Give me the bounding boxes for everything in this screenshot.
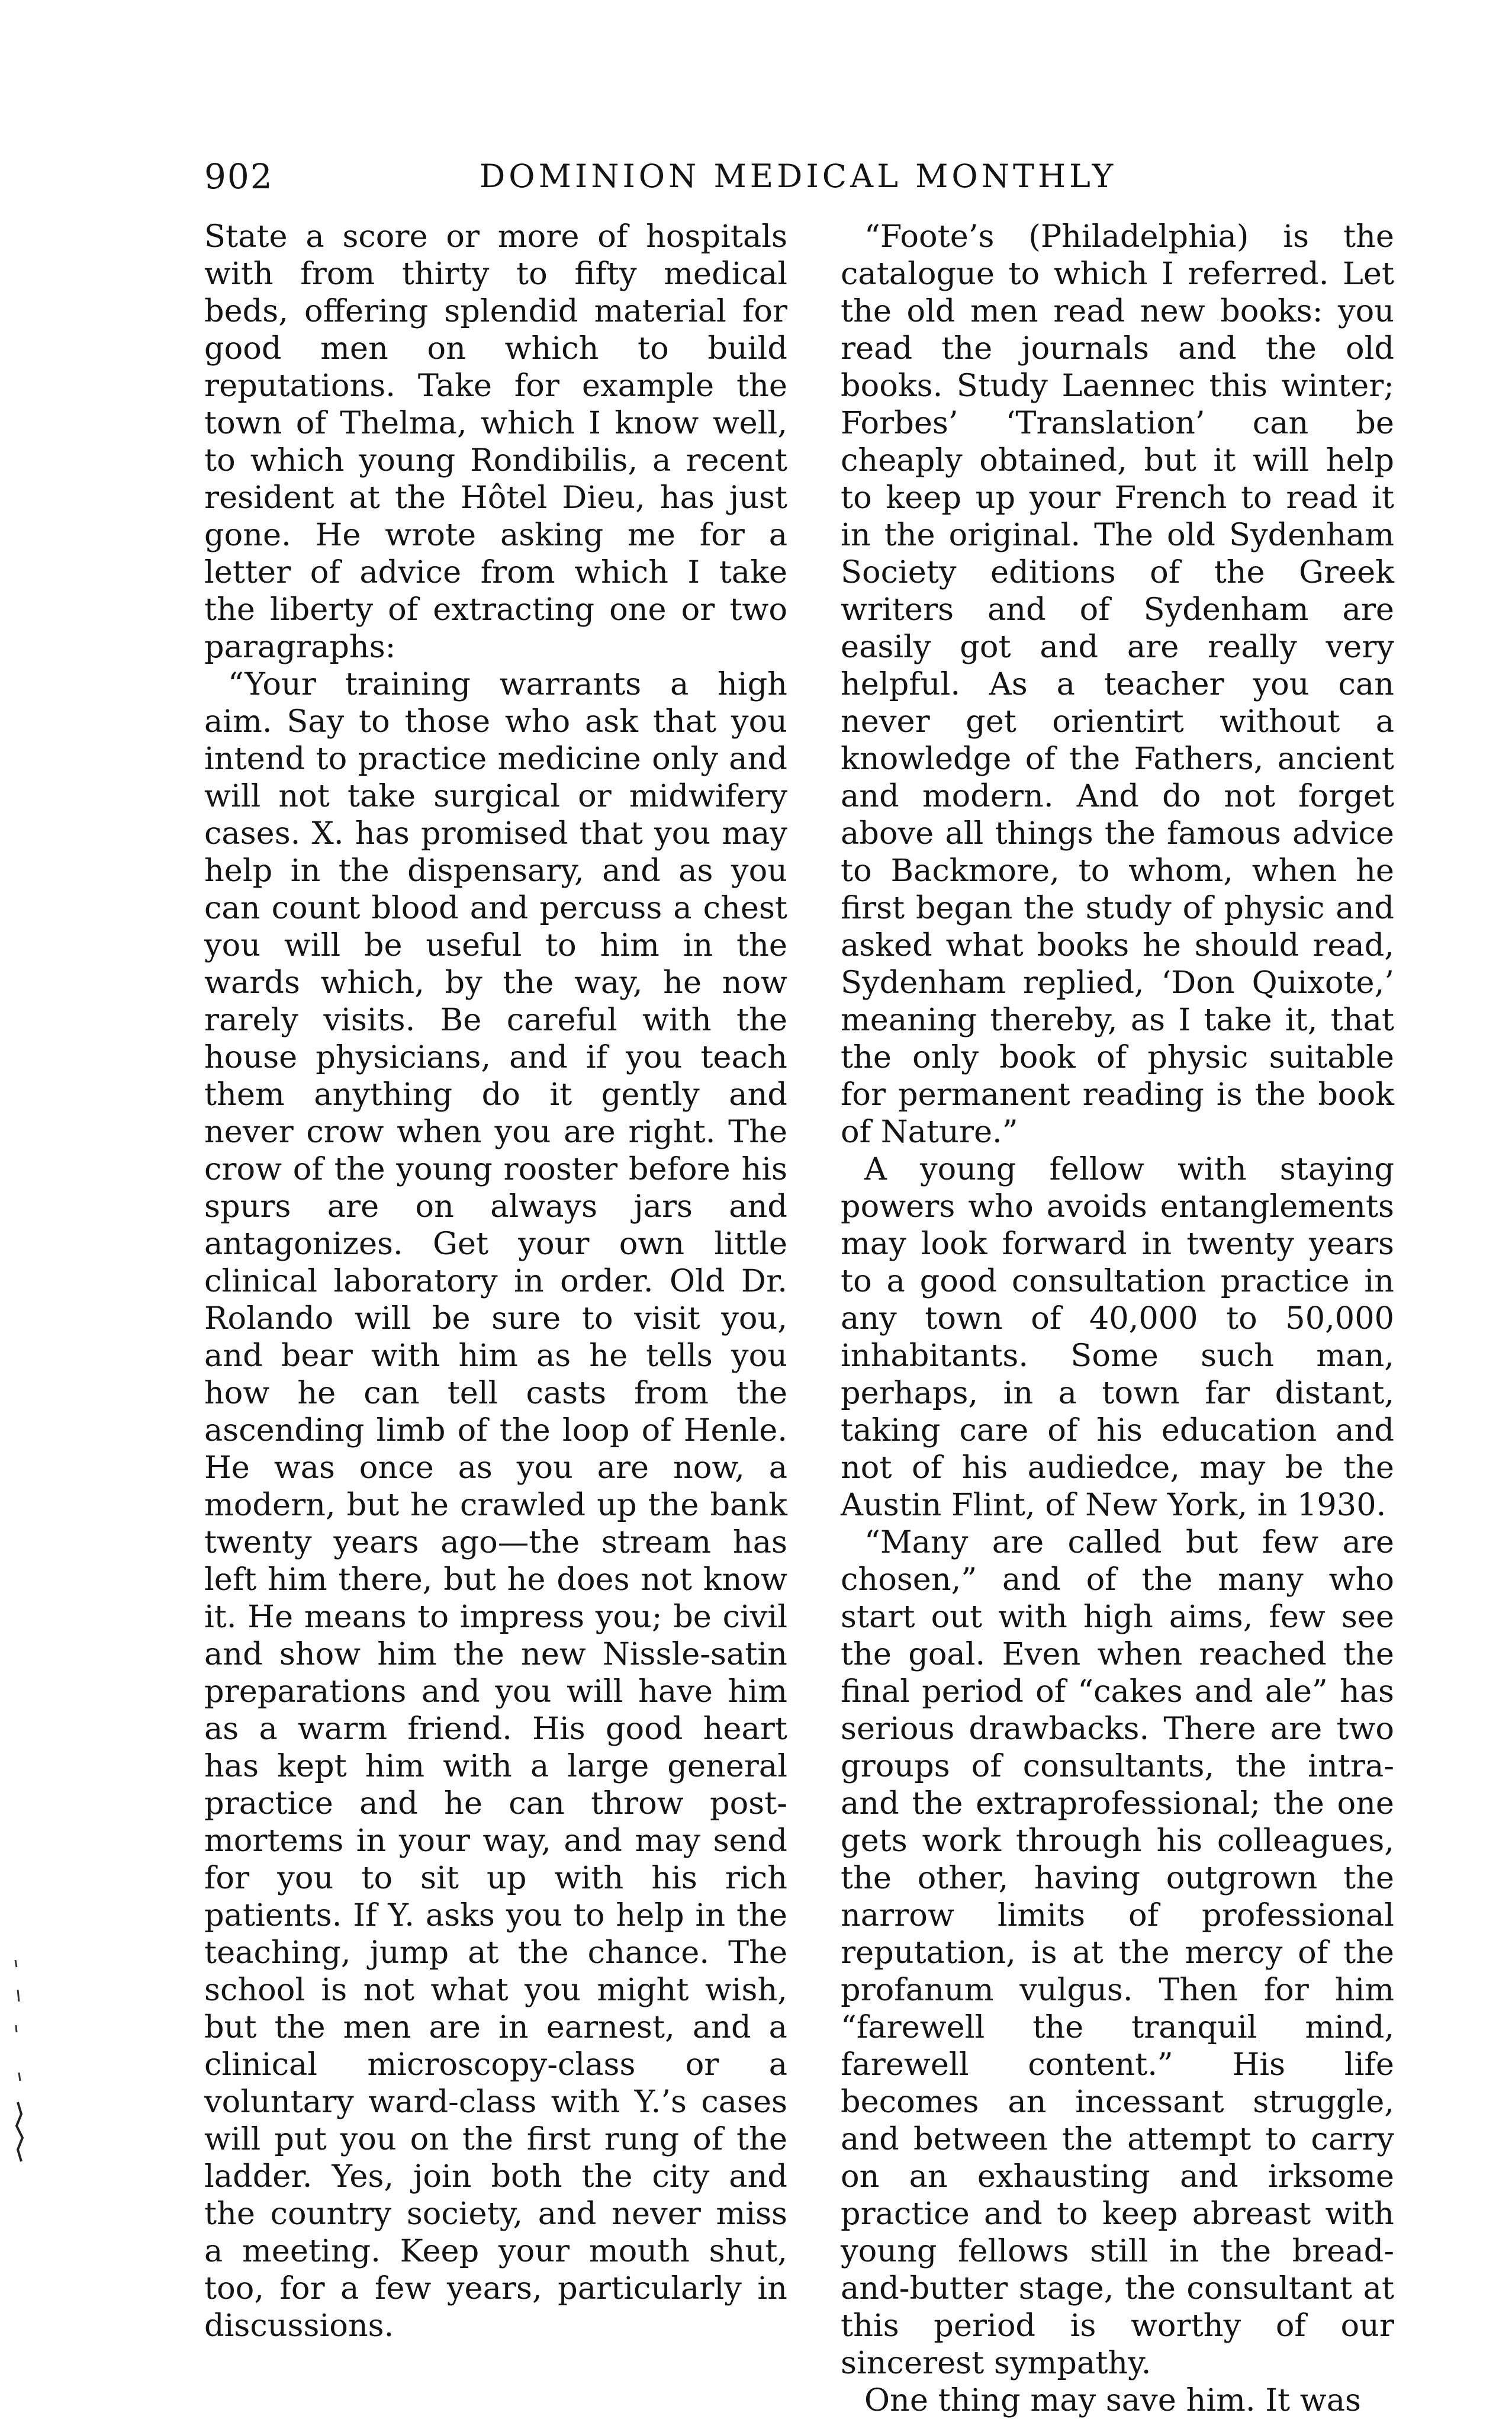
right-column [841, 218, 1394, 2419]
running-head [0, 153, 1512, 200]
margin-scan-marks [7, 1954, 31, 2179]
left-column [204, 218, 787, 2344]
paragraph: One thing may save him. It was [864, 2382, 1361, 2418]
paragraph: “Foote’s (Philadelphia) is the catalogue to which I referred. Let the old men read new books: you read the journals and the old books. Study Laennec this winter; Forbes’ ‘Translation’ can be cheaply obtained, but it will help to keep up your French to read it in the original. The old Sydenham Society editions of the Greek writers and of Sydenham are easily got and are really very helpful. As a teacher you can never get orientirt without a knowledge of the Fathers, ancient and modern. And do not forget above all things the famous advice to Backmore, to whom, when he first began the study of physic and asked what books he should read, Sydenham replied, ‘Don Quixote,’ meaning thereby, as I take it, that the only book of physic suitable for permanent reading is the book of Nature.” [841, 219, 1394, 1150]
paragraph: State a score or more of hospitals with from thirty to fifty medical beds, offering splendid material for good men on which to build reputations. Take for example the town of Thelma, which I know well, to which young Rondibilis, a recent resident at the Hôtel Dieu, has just gone. He wrote asking me for a letter of advice from which I take the liberty of extracting one or two paragraphs: [204, 219, 787, 665]
paragraph: “Your training warrants a high aim. Say to those who ask that you intend to practice medicine only and will not take surgical or midwifery cases. X. has promised that you may help in the dispensary, and as you can count blood and percuss a chest you will be useful to him in the wards which, by the way, he now rarely visits. Be careful with the house physicians, and if you teach them anything do it gently and never crow when you are right. The crow of the young rooster before his spurs are on always jars and antagonizes. Get your own little clinical laboratory in order. Old Dr. Rolando will be sure to visit you, and bear with him as he tells you how he can tell casts from the ascending limb of the loop of Henle. He was once as you are now, a modern, but he crawled up the bank twenty years ago—the stream has left him there, but he does not know it. He means to impress you; be civil and show him the new Nissle-satin preparations and you will have him as a warm friend. His good heart has kept him with a large general practice and he can throw post-mortems in your way, and may send for you to sit up with his rich patients. If Y. asks you to help in the teaching, jump at the chance. The school is not what you might wish, but the men are in earnest, and a clinical microscopy-class or a voluntary ward-class with Y.’s cases will put you on the first rung of the ladder. Yes, join both the city and the country society, and never miss a meeting. Keep your mouth shut, too, for a few years, particularly in discussions. [204, 666, 787, 2344]
paragraph: A young fellow with staying powers who avoids entanglements may look forward in twenty years to a good consultation practice in any town of 40,000 to 50,000 inhabitants. Some such man, perhaps, in a town far distant, taking care of his education and not of his audiedce, may be the Austin Flint, of New York, in 1930. [841, 1151, 1394, 1523]
journal-title: DOMINION MEDICAL MONTHLY [480, 158, 1117, 195]
paragraph: “Many are called but few are chosen,” and of the many who start out with high aims, few see the goal. Even when reached the final period of “cakes and ale” has serious drawbacks. There are two groups of consultants, the intra- and the extraprofessional; the one gets work through his colleagues, the other, having outgrown the narrow limits of professional reputation, is at the mercy of the profanum vulgus. Then for him “farewell the tranquil mind, farewell content.” His life becomes an incessant struggle, and between the attempt to carry on an exhausting and irksome practice and to keep abreast with young fellows still in the bread-and-butter stage, the consultant at this period is worthy of our sincerest sympathy. [841, 1524, 1394, 2381]
page-number: 902 [204, 156, 274, 197]
